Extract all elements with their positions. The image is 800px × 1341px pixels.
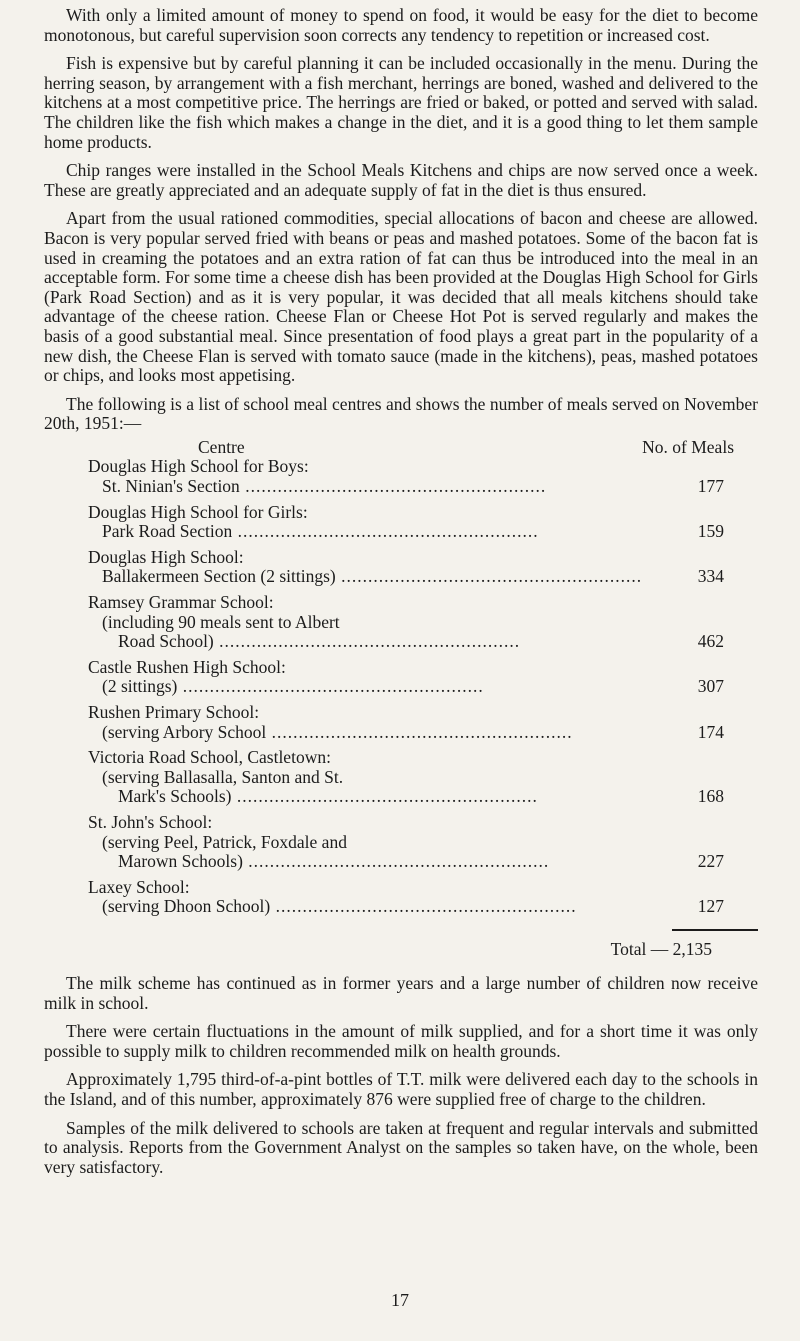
meals-spacer — [642, 658, 734, 678]
total-meals: Total — 2,135 — [610, 938, 712, 959]
table-row — [88, 813, 734, 833]
meals-spacer — [642, 503, 734, 523]
centre-name: Laxey School: — [88, 876, 190, 897]
body-text — [44, 6, 758, 434]
header-meals: No. of Meals — [642, 436, 734, 457]
centre-section-text: (serving Dhoon School) ..... — [102, 897, 642, 917]
table-row — [88, 768, 734, 788]
centre-section — [88, 522, 642, 542]
paragraph-milk-samples: Samples of the milk delivered to schools are taken at frequent and regular intervals and submitted to analysis. Reports from the Government Analyst on the samples so taken have, on the whole, been very satisfactory. — [44, 1117, 758, 1177]
centre-section — [88, 567, 642, 587]
centre-section — [88, 632, 642, 652]
centre-name: St. John's School: — [88, 811, 213, 832]
centre-section-text: Ballakermeen Section (2 sittings) ..... — [102, 567, 642, 587]
paragraph-bacon-cheese: Apart from the usual rationed commodities, special allocations of bacon and cheese are allowed. Bacon is very popular served fried with beans or peas and mashed potatoes. Some of the bacon fat is used in creaming the potatoes and an extra ration of fat can thus be introduced into the meal in an acceptable form. For some time a cheese dish has been provided at the Douglas High School for Girls (Park Road Section) and as it is very popular, it was decided that all meals kitchens should take advantage of the cheese ration. Cheese Flan or Cheese Hot Pot is served regularly and makes the basis of a good substantial meal. Since presentation of food plays a great part in the popularity of a new dish, the Cheese Flan is served with tomato sauce (made in the kitchens), peas, mashed potatoes or chips, and looks most appetising. — [44, 208, 758, 386]
meals-count: 334 — [697, 566, 724, 587]
centre-section-text: (serving Ballasalla, Santon and St. — [102, 767, 344, 787]
table-row — [88, 723, 734, 743]
table-row — [88, 457, 734, 477]
meals-spacer — [642, 703, 734, 723]
centre-name: Douglas High School: — [88, 546, 244, 567]
centre-section-text: (serving Arbory School ..... — [102, 723, 642, 743]
centre-section — [88, 852, 642, 872]
meals-count: 307 — [697, 676, 724, 697]
table-header-row — [88, 438, 734, 458]
table-row — [88, 833, 734, 853]
table-row — [88, 658, 734, 678]
page-number: 17 — [391, 1290, 409, 1310]
centre-section-text: Marown Schools) ..... — [118, 852, 642, 872]
meals-spacer — [642, 457, 734, 477]
meals-count: 462 — [697, 631, 724, 652]
table-row — [88, 503, 734, 523]
centre-section — [88, 897, 642, 917]
centre-section-text: (including 90 meals sent to Albert — [102, 612, 340, 632]
table-row — [88, 677, 734, 697]
table-row — [88, 522, 734, 542]
header-centre: Centre — [198, 436, 245, 457]
paragraph-food-supervision: With only a limited amount of money to spend on food, it would be easy for the diet to become monotonous, but careful supervision soon corrects any tendency to repetition or increased cost. — [44, 5, 758, 45]
table-row — [88, 632, 734, 652]
table-row — [88, 748, 734, 768]
table-row — [88, 548, 734, 568]
table-row — [88, 787, 734, 807]
table-row — [88, 703, 734, 723]
centre-section-text: Mark's Schools) ..... — [118, 787, 642, 807]
closing-text — [44, 974, 758, 1177]
centre-section — [88, 787, 642, 807]
meals-count — [642, 768, 734, 788]
centre-name: Rushen Primary School: — [88, 702, 260, 722]
meals-spacer — [642, 748, 734, 768]
meals-spacer — [642, 813, 734, 833]
centre-section — [88, 613, 642, 633]
centre-name: Castle Rushen High School: — [88, 656, 286, 677]
meals-count: 174 — [697, 721, 724, 742]
total-rule — [672, 929, 758, 931]
centre-name: Ramsey Grammar School: — [88, 592, 274, 613]
centre-name: Douglas High School for Boys: — [88, 456, 309, 477]
table-row — [88, 567, 734, 587]
centre-section-text: (2 sittings) ..... — [102, 677, 642, 697]
paragraph-list-intro: The following is a list of school meal centres and shows the number of meals served on November 20th, 1951:— — [44, 393, 758, 434]
meals-count: 227 — [697, 851, 724, 872]
centre-name: Victoria Road School, Castletown: — [88, 747, 331, 768]
meal-centres-table — [88, 438, 734, 923]
meals-count — [642, 833, 734, 853]
gap-cell — [88, 917, 642, 923]
centre-section-text: St. Ninian's Section ..... — [102, 477, 642, 497]
meals-count: 177 — [697, 476, 724, 497]
table-row — [88, 477, 734, 497]
paragraph-chips: Chip ranges were installed in the School Meals Kitchens and chips are now served once a week. These are greatly appreciated and an adequate supply of fat in the diet is thus ensured. — [44, 160, 758, 200]
paragraph-fish: Fish is expensive but by careful planning it can be included occasionally in the menu. During the herring season, by arrangement with a fish merchant, herrings are boned, washed and delivered to the kitchens at a most competitive price. The herrings are fried or baked, or potted and served with salad. The children like the fish which makes a change in the diet, and it is a good thing to let them sample home products. — [44, 53, 758, 152]
centre-section-text: (serving Peel, Patrick, Foxdale and — [102, 832, 347, 852]
meals-count: 159 — [697, 521, 724, 542]
centre-section — [88, 677, 642, 697]
centre-section — [88, 768, 642, 788]
table-row — [88, 613, 734, 633]
table-row — [88, 593, 734, 613]
centre-section — [88, 833, 642, 853]
centre-section — [88, 477, 642, 497]
meals-spacer — [642, 593, 734, 613]
paragraph-milk-bottles: Approximately 1,795 third-of-a-pint bottles of T.T. milk were delivered each day to the schools in the Island, and of this number, approximately 876 were supplied free of charge to the children. — [44, 1069, 758, 1109]
meals-spacer — [642, 548, 734, 568]
table-row — [88, 878, 734, 898]
paragraph-milk-fluctuations: There were certain fluctuations in the amount of milk supplied, and for a short time it was only possible to supply milk to children recommended milk on health grounds. — [44, 1021, 758, 1061]
meals-count: 168 — [697, 786, 724, 807]
meals-spacer — [642, 878, 734, 898]
meals-count: 127 — [697, 896, 724, 917]
gap-cell — [642, 917, 734, 923]
centre-section-text: Park Road Section ..... — [102, 522, 642, 542]
centre-section — [88, 723, 642, 743]
table-row — [88, 897, 734, 917]
paragraph-milk-scheme: The milk scheme has continued as in former years and a large number of children now receive milk in school. — [44, 972, 758, 1013]
table-row — [88, 852, 734, 872]
row-gap — [88, 917, 734, 923]
centre-section-text: Road School) ..... — [118, 632, 642, 652]
meals-count — [642, 613, 734, 633]
centre-name: Douglas High School for Girls: — [88, 501, 308, 522]
